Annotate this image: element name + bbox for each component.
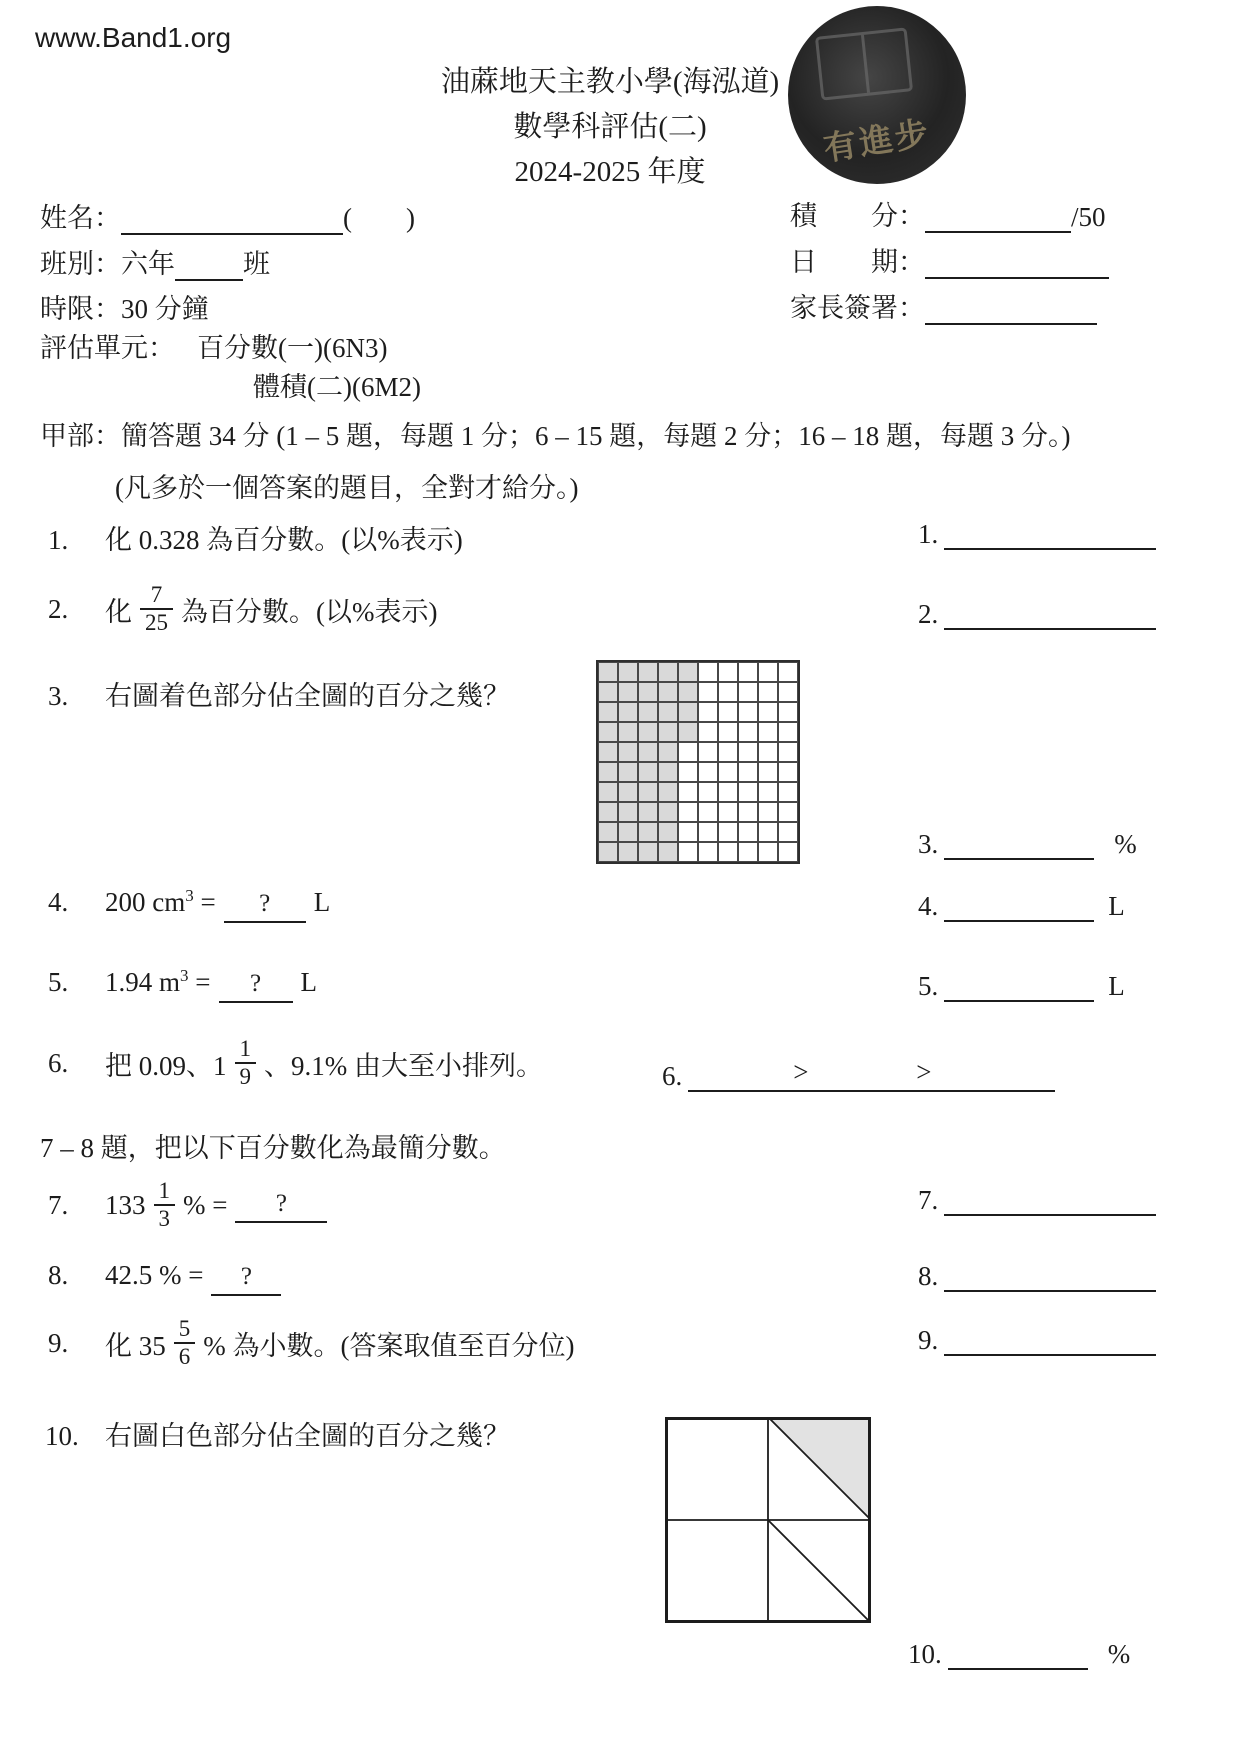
grid-cell [718, 802, 738, 822]
answer-3 [918, 826, 1137, 860]
grid-cell [598, 782, 618, 802]
grid-cell [778, 742, 798, 762]
name-paren: ( ) [343, 203, 415, 233]
grid-cell [638, 802, 658, 822]
grid-cell [718, 842, 738, 862]
grid-cell [778, 722, 798, 742]
question-4-exponent: 3 [185, 886, 194, 905]
time-limit [40, 287, 209, 326]
score-blank [925, 201, 1071, 233]
stamp-text: 有進步 [821, 115, 934, 169]
grid-cell [698, 682, 718, 702]
grid-cell [718, 722, 738, 742]
fraction-denominator: 9 [235, 1062, 257, 1090]
grid-cell [758, 822, 778, 842]
grid-cell [738, 742, 758, 762]
percent-grid [596, 660, 800, 864]
question-4-blank: ? [224, 888, 306, 923]
grid-cell [638, 822, 658, 842]
question-1 [48, 518, 463, 557]
answer-10 [908, 1636, 1130, 1670]
book-icon [815, 27, 913, 100]
unit-label: 評估單元： [40, 333, 175, 363]
question-7-pre: 133 [105, 1189, 146, 1220]
answer-7-blank [944, 1182, 1156, 1216]
answer-4-blank [944, 888, 1094, 922]
answer-1 [918, 516, 1156, 550]
question-10-text: 右圖白色部分佔全圖的百分之幾？ [105, 1421, 510, 1451]
grid-cell [738, 682, 758, 702]
question-7-number: 7. [48, 1189, 69, 1220]
grid-cell [758, 782, 778, 802]
equals-sign: = [195, 967, 211, 997]
question-2 [48, 582, 437, 637]
questions-7-8-intro: 7 – 8 題，把以下百分數化為最簡分數。 [40, 1133, 506, 1163]
question-2-pre: 化 [105, 596, 132, 627]
question-4-expression [105, 886, 216, 918]
grid-cell [678, 702, 698, 722]
unit-row [40, 326, 387, 365]
answer-2-number: 2. [918, 599, 939, 629]
grid-cell [718, 782, 738, 802]
grid-cell [738, 802, 758, 822]
fraction-denominator: 3 [154, 1204, 176, 1232]
fraction-5-6 [174, 1316, 196, 1371]
fraction-numerator: 7 [150, 582, 163, 607]
answer-4-number: 4. [918, 891, 939, 921]
question-4-unit: L [313, 887, 331, 917]
grid-cell [618, 722, 638, 742]
question-2-number: 2. [48, 593, 69, 624]
grid-cell [658, 802, 678, 822]
answer-8-number: 8. [918, 1261, 939, 1291]
question-5-blank: ? [219, 968, 293, 1003]
answer-6 [662, 1056, 1055, 1092]
question-4-value: 200 cm [105, 887, 186, 917]
grid-cell [698, 762, 718, 782]
grid-cell [678, 742, 698, 762]
signature-label: 家長簽署： [790, 293, 925, 323]
grid-cell [618, 662, 638, 682]
grid-cell [618, 762, 638, 782]
grid-cell [758, 762, 778, 782]
grid-cell [598, 822, 618, 842]
grid-cell [698, 702, 718, 722]
grid-cell [678, 842, 698, 862]
time-label: 時限：30 分鐘 [40, 294, 209, 324]
grid-cell [658, 742, 678, 762]
grid-cell [658, 682, 678, 702]
grid-cell [658, 702, 678, 722]
grid-cell [678, 722, 698, 742]
question-9 [48, 1316, 574, 1371]
score-row [790, 194, 1106, 233]
fraction-denominator: 6 [174, 1342, 196, 1370]
answer-9-number: 9. [918, 1325, 939, 1355]
answer-8 [918, 1258, 1156, 1292]
grid-cell [738, 722, 758, 742]
class-suffix: 班 [243, 249, 270, 279]
grid-cell [718, 662, 738, 682]
grid-cell [658, 662, 678, 682]
date-blank [925, 247, 1109, 279]
grid-cell [598, 702, 618, 722]
score-label: 積 分： [790, 201, 925, 231]
grid-cell [598, 742, 618, 762]
grid-cell [598, 662, 618, 682]
grid-cell [658, 762, 678, 782]
school-year: 2024-2025 年度 [514, 155, 706, 188]
question-2-post: 為百分數。(以%表示) [181, 596, 438, 627]
grid-cell [598, 722, 618, 742]
grid-cell [698, 722, 718, 742]
grid-cell [618, 802, 638, 822]
grid-cell [718, 682, 738, 702]
answer-3-unit: % [1114, 829, 1137, 859]
fraction-1-9 [235, 1036, 257, 1091]
grid-cell [618, 782, 638, 802]
question-3-number: 3. [48, 681, 69, 711]
answer-5-unit: L [1108, 971, 1125, 1001]
grid-cell [778, 842, 798, 862]
section-a-heading: 甲部：簡答題 34 分 (1 – 5 題，每題 1 分；6 – 15 題，每題 2 分；16 – 18 題，每題 3 分。) [40, 421, 1071, 451]
answer-5-number: 5. [918, 971, 939, 1001]
grid-cell [658, 722, 678, 742]
grid-cell [638, 762, 658, 782]
grid-cell [718, 702, 738, 722]
grid-cell [678, 802, 698, 822]
question-9-number: 9. [48, 1327, 69, 1358]
answer-8-blank [944, 1258, 1156, 1292]
answer-6-blank [688, 1056, 1055, 1092]
grid-cell [698, 842, 718, 862]
question-4-number: 4. [48, 887, 69, 917]
question-1-number: 1. [48, 525, 69, 555]
question-5-unit: L [300, 967, 317, 997]
grid-cell [658, 822, 678, 842]
grid-cell [598, 682, 618, 702]
grid-cell [778, 662, 798, 682]
question-5-exponent: 3 [180, 966, 189, 985]
grid-cell [658, 842, 678, 862]
grid-cell [758, 742, 778, 762]
grid-cell [738, 822, 758, 842]
answer-10-blank [948, 1636, 1088, 1670]
unit-2: 體積(二)(6M2) [253, 372, 421, 402]
grid-cell [678, 822, 698, 842]
grid-cell [618, 682, 638, 702]
answer-9 [918, 1322, 1156, 1356]
grid-cell [738, 842, 758, 862]
grid-cell [758, 662, 778, 682]
grid-cell [678, 662, 698, 682]
answer-7 [918, 1182, 1156, 1216]
answer-1-blank [944, 516, 1156, 550]
grid-cell [758, 802, 778, 822]
grid-cell [718, 742, 738, 762]
bottom-right-diagonal [768, 1520, 871, 1623]
grid-cell [618, 702, 638, 722]
grid-cell [778, 782, 798, 802]
answer-9-blank [944, 1322, 1156, 1356]
grid-cell [738, 782, 758, 802]
grid-cell [698, 802, 718, 822]
grid-cell [758, 722, 778, 742]
grid-cell [738, 662, 758, 682]
answer-7-number: 7. [918, 1185, 939, 1215]
question-6-post: 、9.1% 由大至小排列。 [264, 1050, 543, 1081]
unit-2-row [253, 365, 421, 404]
date-row [790, 240, 1109, 279]
grid-cell [758, 702, 778, 722]
grid-cell [598, 802, 618, 822]
answer-4-unit: L [1108, 891, 1125, 921]
answer-3-number: 3. [918, 829, 939, 859]
class-row [40, 242, 270, 281]
grid-cell [618, 742, 638, 762]
question-5 [48, 966, 317, 1003]
grid-cell [698, 662, 718, 682]
question-10-number: 10. [45, 1421, 79, 1451]
greater-than-sign: > [916, 1057, 932, 1087]
grid-cell [618, 822, 638, 842]
fraction-numerator: 1 [158, 1178, 170, 1203]
grid-cell [598, 842, 618, 862]
name-blank [121, 203, 343, 235]
quadrant-square-figure [665, 1417, 871, 1623]
fraction-numerator: 5 [178, 1316, 191, 1341]
question-8-pre: 42.5 % = [105, 1260, 204, 1290]
page-title: 數學科評估(二) [513, 110, 707, 143]
equals-sign: = [200, 887, 216, 917]
question-10 [45, 1414, 510, 1453]
grid-cell [638, 662, 658, 682]
school-name: 油蔴地天主教小學(海泓道) [440, 66, 780, 98]
section-a-note: (凡多於一個答案的題目，全對才給分。) [115, 473, 579, 503]
answer-6-number: 6. [662, 1061, 683, 1091]
question-5-expression [105, 966, 211, 998]
question-7 [48, 1178, 335, 1233]
name-label: 姓名： [40, 203, 121, 233]
school-stamp [788, 6, 966, 184]
question-9-post: % 為小數。(答案取值至百分位) [203, 1330, 575, 1361]
answer-2 [918, 596, 1156, 630]
answer-4 [918, 888, 1125, 922]
question-8 [48, 1260, 289, 1296]
grid-cell [698, 742, 718, 762]
answer-5-blank [944, 968, 1094, 1002]
name-row [40, 196, 415, 235]
fraction-numerator: 1 [239, 1036, 251, 1061]
grid-cell [718, 822, 738, 842]
question-5-value: 1.94 m [105, 967, 181, 997]
grid-cell [638, 702, 658, 722]
answer-1-number: 1. [918, 519, 939, 549]
signature-row [790, 286, 1097, 325]
grid-cell [738, 702, 758, 722]
question-6 [48, 1036, 543, 1091]
grid-cell [638, 682, 658, 702]
grid-cell [598, 762, 618, 782]
question-6-number: 6. [48, 1047, 69, 1078]
grid-cell [678, 682, 698, 702]
answer-3-blank [944, 826, 1094, 860]
grid-cell [758, 682, 778, 702]
question-7-post: % = [183, 1189, 228, 1220]
grid-cell [638, 742, 658, 762]
question-5-number: 5. [48, 967, 69, 997]
grid-cell [698, 782, 718, 802]
question-8-number: 8. [48, 1260, 69, 1290]
grid-cell [758, 842, 778, 862]
grid-cell [658, 782, 678, 802]
grid-cell [778, 802, 798, 822]
answer-10-unit: % [1107, 1639, 1131, 1669]
question-1-text: 化 0.328 為百分數。(以%表示) [105, 525, 463, 555]
answer-10-number: 10. [908, 1639, 942, 1669]
grid-cell [638, 722, 658, 742]
grid-cell [778, 822, 798, 842]
fraction-7-25 [140, 582, 173, 637]
grid-cell [678, 782, 698, 802]
answer-2-blank [944, 596, 1156, 630]
score-total: /50 [1071, 202, 1106, 232]
watermark-url: www.Band1.org [35, 22, 232, 53]
question-8-blank: ? [211, 1261, 281, 1296]
question-6-pre: 把 0.09、1 [105, 1050, 227, 1081]
grid-cell [698, 822, 718, 842]
fraction-denominator: 25 [140, 608, 173, 636]
question-3-text: 右圖着色部分佔全圖的百分之幾？ [105, 681, 510, 711]
grid-cell [678, 762, 698, 782]
greater-than-sign: > [793, 1057, 809, 1087]
grid-cell [738, 762, 758, 782]
class-blank [175, 249, 243, 281]
answer-5 [918, 968, 1125, 1002]
grid-cell [778, 682, 798, 702]
unit-1: 百分數(一)(6N3) [197, 333, 388, 363]
grid-cell [718, 762, 738, 782]
signature-blank [925, 293, 1097, 325]
class-label: 班別：六年 [40, 249, 175, 279]
question-3 [48, 674, 510, 713]
grid-cell [778, 702, 798, 722]
question-7-blank: ? [235, 1188, 327, 1223]
fraction-1-3 [154, 1178, 176, 1233]
question-9-pre: 化 35 [105, 1330, 166, 1361]
question-4 [48, 886, 330, 923]
grid-cell [778, 762, 798, 782]
grid-cell [618, 842, 638, 862]
date-label: 日 期： [790, 247, 925, 277]
grid-cell [638, 782, 658, 802]
grid-cell [638, 842, 658, 862]
